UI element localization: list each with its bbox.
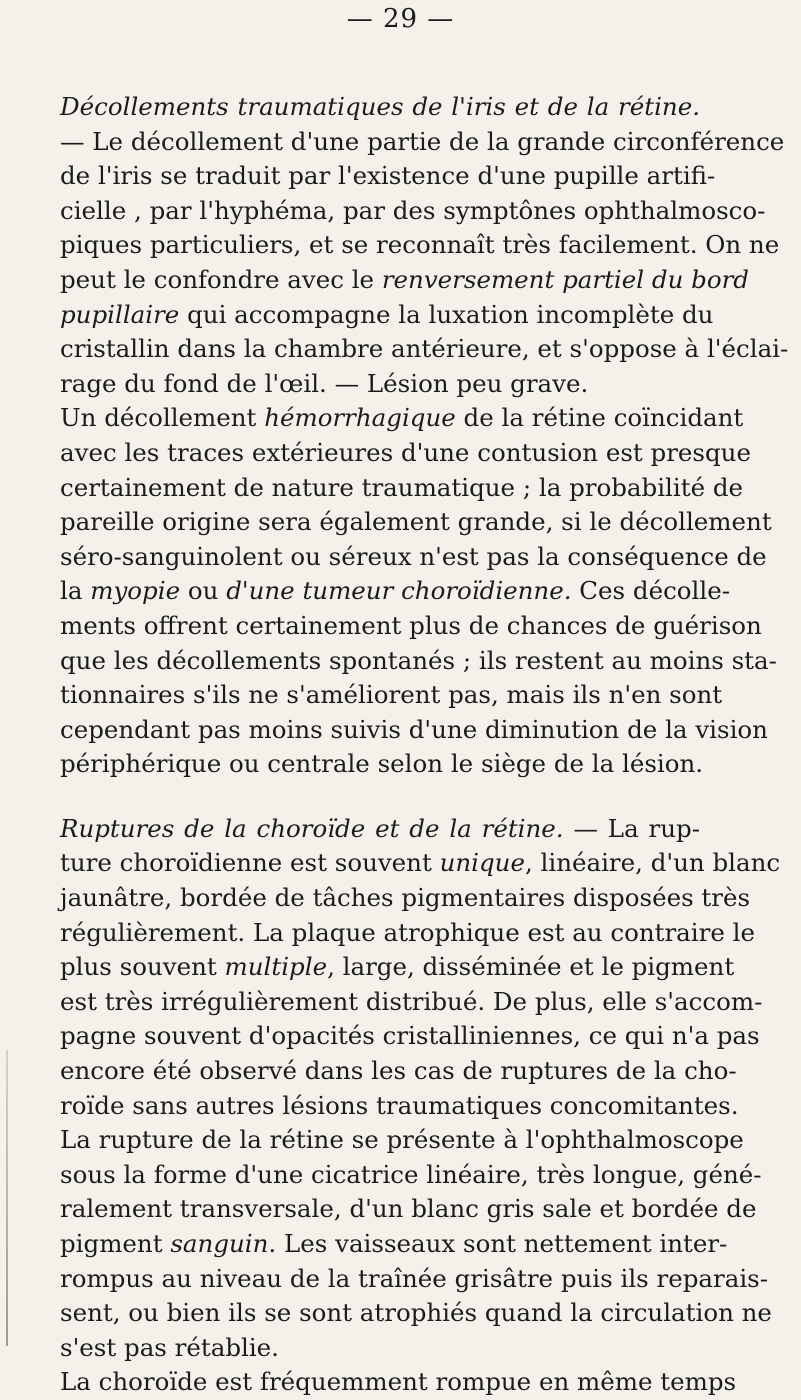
text-line: [60, 194, 766, 229]
text-line: [60, 1227, 728, 1262]
text-run: sous la forme d'une cicatrice linéaire, très longue, géné-: [60, 1159, 762, 1189]
text-line: [60, 950, 735, 985]
italic-run: Décollements traumatiques de l'iris et de la rétine.: [60, 92, 700, 121]
text-line: [60, 298, 714, 333]
text-run: Un décollement: [60, 403, 265, 433]
text-line: [60, 812, 700, 847]
paragraph-gap: [60, 782, 700, 812]
text-run: rage du fond de l'œil. — Lésion peu grave.: [60, 368, 589, 398]
text-line: [60, 125, 785, 160]
text-line: [60, 540, 767, 575]
text-run: de l'iris se traduit par l'existence d'une pupille artifi-: [60, 161, 716, 191]
text-run: tionnaires s'ils ne s'améliorent pas, mais ils n'en sont: [60, 680, 723, 710]
italic-run: multiple: [224, 952, 328, 982]
text-run: jaunâtre, bordée de tâches pigmentaires disposées très: [60, 883, 751, 913]
text-run: ments offrent certainement plus de chances de guérison: [60, 610, 762, 640]
text-run: peut le confondre avec le: [60, 264, 382, 294]
text-line: [60, 713, 768, 748]
italic-run: renversement partiel du bord: [381, 264, 749, 294]
text-run: pareille origine sera également grande, si le décollement: [60, 507, 772, 537]
text-run: que les décollements spontanés ; ils restent au moins sta-: [60, 645, 777, 675]
text-run: de la rétine coïncidant: [455, 403, 744, 433]
text-run: . Les vaisseaux sont nettement inter-: [268, 1229, 728, 1258]
text-line: [60, 985, 763, 1020]
italic-run: d'une tumeur choroïdienne.: [226, 576, 572, 606]
italic-run: Ruptures de la choroïde et de la rétine.: [60, 813, 564, 843]
text-line: [60, 1158, 762, 1193]
text-line: [60, 574, 730, 609]
text-run: avec les traces extérieures d'une contusion est presque: [60, 437, 751, 467]
text-run: cependant pas moins suivis d'une diminution de la vision: [60, 714, 768, 744]
text-run: encore été observé dans les cas de ruptures de la cho-: [60, 1056, 737, 1086]
text-run: sent, ou bien ils se sont atrophiés quand la circulation ne: [60, 1298, 772, 1328]
text-line: [60, 1331, 700, 1366]
text-run: ralement transversale, d'un blanc gris sale et bordée de: [60, 1194, 757, 1224]
text-line: [60, 678, 723, 713]
text-run: pagne souvent d'opacités cristalliniennes, ce qui n'a pas: [60, 1021, 760, 1051]
text-run: La rupture de la rétine se présente à l'ophthalmoscope: [60, 1125, 744, 1155]
text-run: ture choroïdienne est souvent: [60, 848, 440, 878]
italic-run: hémorrhagique: [264, 403, 456, 433]
text-line: [60, 747, 704, 782]
text-line: [60, 1365, 737, 1400]
text-line: [60, 367, 700, 402]
text-line: [60, 228, 780, 263]
text-line: [60, 436, 751, 471]
text-run: séro-sanguinolent ou séreux n'est pas la conséquence de: [60, 541, 767, 571]
page-edge-shadow: [6, 1050, 8, 1346]
text-line: [60, 505, 772, 540]
text-run: est très irrégulièrement distribué. De plus, elle s'accom-: [60, 986, 763, 1016]
italic-run: sanguin: [170, 1229, 269, 1258]
text-run: la: [60, 576, 91, 606]
italic-run: unique: [439, 848, 525, 878]
text-run: régulièrement. La plaque atrophique est au contraire le: [60, 917, 755, 947]
text-line: [60, 1019, 760, 1054]
text-run: , large, disséminée et le pigment: [327, 952, 735, 982]
text-line: [60, 1089, 739, 1124]
text-line: [60, 916, 755, 951]
text-line: [60, 609, 762, 644]
italic-run: pupillaire: [60, 299, 180, 329]
text-line: [60, 846, 781, 881]
paragraph-iris-retina: [60, 90, 789, 782]
text-line: [60, 401, 744, 436]
text-run: s'est pas rétablie.: [60, 1332, 279, 1362]
text-run: — Le décollement d'une partie de la grande circonférence: [60, 126, 785, 156]
text-run: piques particuliers, et se reconnaît très facilement. On ne: [60, 230, 780, 260]
text-line: [60, 644, 777, 679]
text-line: [60, 159, 716, 194]
text-run: , linéaire, d'un blanc: [524, 848, 781, 878]
text-run: — La rup-: [563, 813, 700, 843]
text-line: [60, 471, 744, 506]
text-line: [60, 90, 700, 125]
text-line: [60, 1123, 744, 1158]
text-run: cielle , par l'hyphéma, par des symptônes ophthalmosco-: [60, 195, 766, 225]
paragraph-ruptures: [60, 812, 781, 1400]
text-run: roïde sans autres lésions traumatiques concomitantes.: [60, 1090, 739, 1120]
italic-run: myopie: [90, 576, 181, 606]
text-line: [60, 263, 749, 298]
text-run: ou: [180, 576, 227, 606]
text-run: cristallin dans la chambre antérieure, et s'oppose à l'éclai-: [60, 334, 789, 364]
text-line: [60, 1054, 737, 1089]
text-line: [60, 1192, 757, 1227]
text-line: [60, 332, 789, 367]
text-run: pigment: [60, 1229, 171, 1258]
text-run: certainement de nature traumatique ; la probabilité de: [60, 472, 744, 502]
text-run: qui accompagne la luxation incomplète du: [179, 299, 714, 329]
text-line: [60, 1262, 769, 1297]
text-run: Ces décolle-: [571, 576, 730, 606]
body-text: [60, 90, 789, 1400]
page-number: — 29 —: [346, 4, 455, 34]
text-run: plus souvent: [60, 952, 225, 982]
text-run: périphérique ou centrale selon le siège de la lésion.: [60, 749, 704, 779]
text-run: rompus au niveau de la traînée grisâtre puis ils reparais-: [60, 1263, 769, 1293]
text-line: [60, 881, 751, 916]
text-run: La choroïde est fréquemment rompue en même temps: [60, 1367, 737, 1397]
text-line: [60, 1296, 772, 1331]
